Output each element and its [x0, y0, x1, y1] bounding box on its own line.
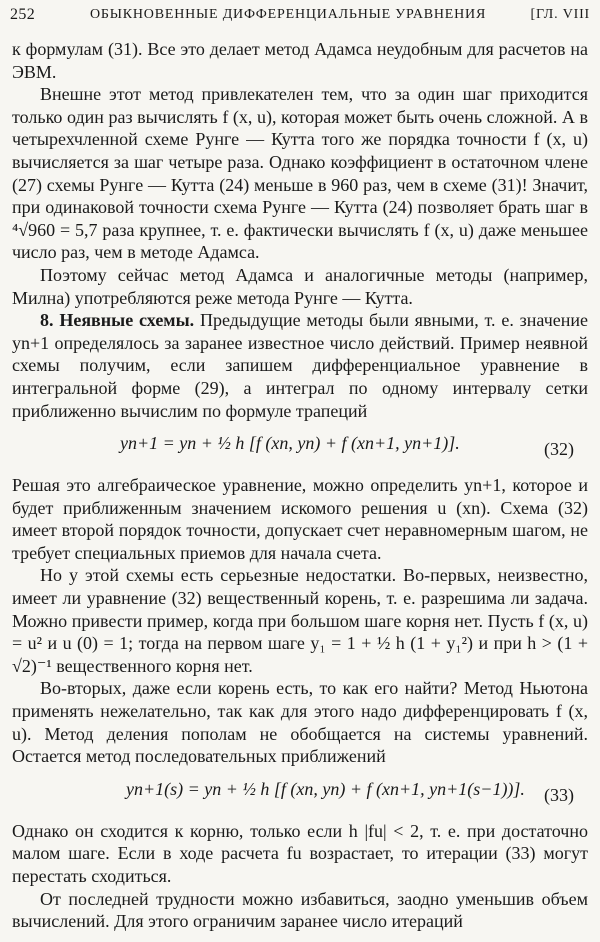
running-title: ОБЫКНОВЕННЫЕ ДИФФЕРЕНЦИАЛЬНЫЕ УРАВНЕНИЯ — [90, 7, 487, 22]
paragraph: Решая это алгебраическое уравнение, можно определить yn+1, которое и будет приближенным значением искомого решения u (xn). Схема (32) имеет второй порядок точности, допускает счет неравномерным шагом, не требует специальных приемов для начала счета. — [12, 475, 588, 563]
chapter-label: [ГЛ. VIII — [530, 7, 590, 22]
equation-32 — [12, 426, 588, 470]
paragraph: Поэтому сейчас метод Адамса и аналогичные методы (например, Милна) употребляются реже метода Рунге — Кутта. — [12, 264, 588, 308]
paragraph: От последней трудности можно избавиться, заодно уменьшив объем вычислений. Для этого ограничим заранее число итераций — [12, 888, 588, 932]
section-text: Предыдущие методы были явными, т. е. значение yn+1 определялось за заранее известное число действий. Пример неявной схемы получим, если запишем дифференциальное уравнение в интегральной форме (29), а интеграл по одному интервалу сетки приближенно вычислим по формуле трапеций — [12, 310, 588, 421]
paragraph: Во-вторых, даже если корень есть, то как его найти? Метод Ньютона применять нежелательно, так как для этого надо дифференцировать f (x, u). Метод деления пополам не обобщается на системы уравнений. Остается метод последовательных приближений — [12, 678, 588, 767]
equation-expression: yn+1 = yn + ½ h [f (xn, yn) + f (xn+1, yn+1)]. — [120, 433, 460, 454]
running-header — [10, 6, 590, 32]
equation-expression: yn+1(s) = yn + ½ h [f (xn, yn) + f (xn+1, yn+1(s−1))]. — [126, 778, 525, 799]
paragraph: Внешне этот метод привлекателен тем, что за один шаг приходится только один раз вычислять f (x, u), которая может быть очень сложной. А в четырехчленной схеме Рунге — Кутта того же порядка точности f (x, u) вычисляется за шаг четыре раза. Однако коэффициент в остаточном члене (27) схемы Рунге — Кутта (24) меньше в 960 раз, чем в схеме (31)! Значит, при одинаковой точности схема Рунге — Кутта (24) позволяет брать шаг в ⁴√960 = 5,7 раза крупнее, т. е. фактически вычислять f (x, u) даже меньшее число раз, чем в методе Адамса. — [12, 84, 588, 263]
equation-number: (33) — [544, 784, 574, 805]
page-body — [12, 38, 588, 933]
paragraph: Но у этой схемы есть серьезные недостатки. Во-первых, неизвестно, имеет ли уравнение (32) вещественный корень, т. е. разрешима ли задача. Можно привести пример, когда при большом шаге корня нет. Пусть f (x, u) = u² и u (0) = 1; тогда на первом шаге y₁ = 1 + ½ h (1 + y₁²) и при h > (1 + √2)⁻¹ вещественного корня нет. — [12, 565, 588, 676]
equation-number: (32) — [544, 439, 574, 460]
section-heading: 8. Неявные схемы. — [40, 310, 195, 331]
page-number: 252 — [10, 6, 36, 23]
paragraph: Однако он сходится к корню, только если h |fu| < 2, т. е. при достаточно малом шаге. Если в ходе расчета fu возрастает, то итерации (33) могут перестать сходиться. — [12, 820, 588, 886]
equation-33 — [12, 772, 588, 816]
paragraph: к формулам (31). Все это делает метод Адамса неудобным для расчетов на ЭВМ. — [12, 39, 588, 82]
section-paragraph — [12, 309, 588, 422]
